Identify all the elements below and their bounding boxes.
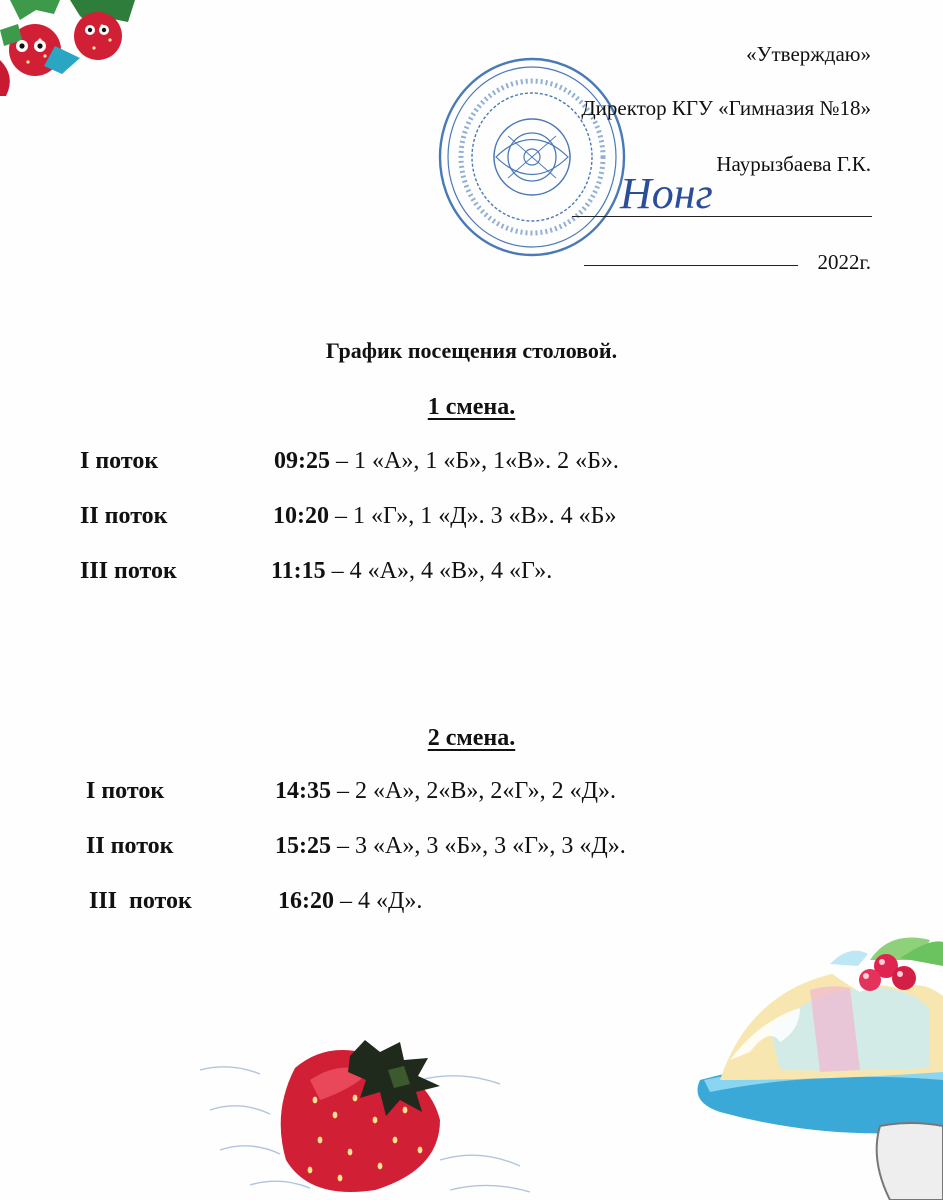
schedule-row xyxy=(80,558,880,590)
shift-1-heading: 1 смена. xyxy=(427,394,516,420)
signature-text: Нонг xyxy=(620,169,713,218)
strawberry-icon xyxy=(190,1040,550,1200)
flow-label: I поток xyxy=(86,778,165,804)
flow-label: II поток xyxy=(80,503,168,529)
schedule-row xyxy=(80,448,880,480)
flow-time: 14:35 xyxy=(275,778,331,804)
flow-classes: – 4 «А», 4 «В», 4 «Г». xyxy=(325,558,553,584)
approval-date: 2022г. xyxy=(817,250,871,274)
flow-label: III поток xyxy=(80,558,177,584)
flow-classes: – 1 «А», 1 «Б», 1«В». 2 «Б». xyxy=(330,448,619,474)
flow-classes: – 4 «Д». xyxy=(334,888,423,914)
date-line xyxy=(584,265,798,266)
schedule-row xyxy=(80,503,880,535)
flow-label: I поток xyxy=(80,448,159,474)
flow-time: 16:20 xyxy=(278,888,334,914)
director-title: Директор КГУ «Гимназия №18» xyxy=(581,96,871,120)
schedule-row xyxy=(86,778,886,810)
strawberries-decoration-icon xyxy=(0,0,140,100)
schedule-row xyxy=(89,888,889,920)
flow-classes: – 3 «А», 3 «Б», 3 «Г», 3 «Д». xyxy=(331,833,626,859)
shift-2-heading: 2 смена. xyxy=(427,725,516,751)
page-title: График посещения столовой. xyxy=(325,338,618,363)
flow-classes: – 2 «А», 2«В», 2«Г», 2 «Д». xyxy=(331,778,616,804)
flow-label: II поток xyxy=(86,833,174,859)
schedule-row xyxy=(86,833,886,865)
flow-label: III поток xyxy=(89,888,192,914)
signature-icon xyxy=(600,160,830,230)
flow-time: 11:15 xyxy=(271,558,326,584)
approval-heading: «Утверждаю» xyxy=(746,42,871,66)
dessert-cake-icon xyxy=(690,930,943,1200)
flow-time: 10:20 xyxy=(273,503,329,529)
flow-time: 15:25 xyxy=(275,833,331,859)
flow-time: 09:25 xyxy=(274,448,330,474)
official-seal-icon xyxy=(434,52,630,262)
director-name: Наурызбаева Г.К. xyxy=(716,152,871,176)
flow-classes: – 1 «Г», 1 «Д». 3 «В». 4 «Б» xyxy=(329,503,617,529)
signature-line xyxy=(572,216,872,217)
